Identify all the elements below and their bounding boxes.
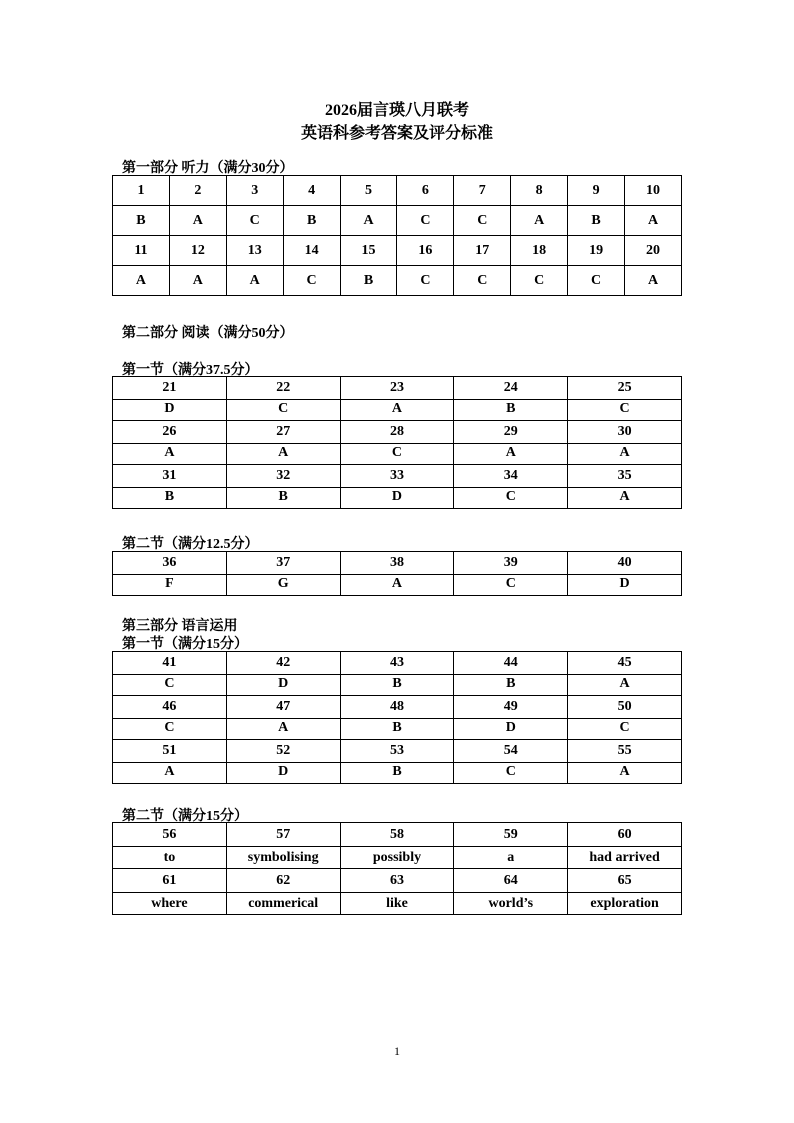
answer-cell: commerical — [226, 893, 340, 915]
answer-cell: A — [340, 400, 454, 421]
question-number-cell: 35 — [568, 465, 682, 488]
part3-section2-heading: 第二节（满分15分） — [122, 809, 248, 824]
answer-cell: exploration — [568, 893, 682, 915]
answer-cell: A — [226, 719, 340, 740]
answer-cell: A — [113, 266, 170, 296]
answer-cell: A — [568, 444, 682, 465]
answer-cell: C — [113, 719, 227, 740]
part3-heading: 第三部分 语言运用 — [122, 619, 238, 634]
question-number-cell: 8 — [511, 176, 568, 206]
answer-cell: A — [625, 266, 682, 296]
question-number-cell: 44 — [454, 652, 568, 675]
question-number-cell: 27 — [226, 421, 340, 444]
answer-cell: symbolising — [226, 847, 340, 869]
question-number-cell: 3 — [226, 176, 283, 206]
question-number-row — [113, 823, 682, 847]
answer-row — [113, 444, 682, 465]
answer-cell: possibly — [340, 847, 454, 869]
answer-cell: C — [568, 400, 682, 421]
question-number-cell: 48 — [340, 696, 454, 719]
answer-cell: A — [340, 206, 397, 236]
answer-cell: C — [454, 575, 568, 596]
answer-cell: D — [226, 675, 340, 696]
language-use-section2-answer-table — [112, 822, 682, 915]
answer-cell: B — [340, 675, 454, 696]
answer-cell: world’s — [454, 893, 568, 915]
question-number-cell: 62 — [226, 869, 340, 893]
answer-cell: A — [568, 675, 682, 696]
answer-row — [113, 675, 682, 696]
answer-cell: F — [113, 575, 227, 596]
answer-cell: a — [454, 847, 568, 869]
question-number-cell: 51 — [113, 740, 227, 763]
question-number-cell: 21 — [113, 377, 227, 400]
question-number-cell: 47 — [226, 696, 340, 719]
answer-row — [113, 400, 682, 421]
question-number-cell: 52 — [226, 740, 340, 763]
question-number-cell: 61 — [113, 869, 227, 893]
answer-cell: C — [568, 719, 682, 740]
answer-cell: C — [568, 266, 625, 296]
question-number-cell: 23 — [340, 377, 454, 400]
answer-cell: C — [454, 206, 511, 236]
answer-cell: had arrived — [568, 847, 682, 869]
answer-cell: A — [169, 206, 226, 236]
question-number-cell: 7 — [454, 176, 511, 206]
question-number-cell: 43 — [340, 652, 454, 675]
answer-cell: A — [454, 444, 568, 465]
question-number-row — [113, 176, 682, 206]
question-number-row — [113, 869, 682, 893]
question-number-row — [113, 377, 682, 400]
question-number-cell: 33 — [340, 465, 454, 488]
question-number-cell: 20 — [625, 236, 682, 266]
answer-cell: A — [568, 488, 682, 509]
question-number-cell: 34 — [454, 465, 568, 488]
question-number-cell: 10 — [625, 176, 682, 206]
answer-cell: C — [397, 266, 454, 296]
part2-section2-heading: 第二节（满分12.5分） — [122, 537, 259, 552]
question-number-cell: 26 — [113, 421, 227, 444]
answer-cell: B — [454, 400, 568, 421]
question-number-cell: 17 — [454, 236, 511, 266]
question-number-cell: 63 — [340, 869, 454, 893]
answer-row — [113, 488, 682, 509]
language-use-section1-answer-table — [112, 651, 682, 784]
answer-cell: D — [454, 719, 568, 740]
answer-cell: C — [397, 206, 454, 236]
answer-cell: B — [454, 675, 568, 696]
question-number-cell: 5 — [340, 176, 397, 206]
answer-cell: C — [226, 206, 283, 236]
answer-cell: A — [169, 266, 226, 296]
question-number-cell: 32 — [226, 465, 340, 488]
question-number-cell: 55 — [568, 740, 682, 763]
answer-cell: A — [625, 206, 682, 236]
question-number-cell: 19 — [568, 236, 625, 266]
question-number-cell: 6 — [397, 176, 454, 206]
answer-cell: where — [113, 893, 227, 915]
question-number-cell: 40 — [568, 552, 682, 575]
answer-cell: C — [454, 488, 568, 509]
document-title: 2026届言瑛八月联考 — [324, 102, 469, 119]
answer-row — [113, 266, 682, 296]
question-number-cell: 31 — [113, 465, 227, 488]
question-number-row — [113, 696, 682, 719]
page-number: 1 — [394, 1044, 400, 1058]
question-number-cell: 30 — [568, 421, 682, 444]
answer-cell: D — [226, 763, 340, 784]
answer-cell: D — [113, 400, 227, 421]
answer-row — [113, 893, 682, 915]
question-number-cell: 39 — [454, 552, 568, 575]
question-number-cell: 36 — [113, 552, 227, 575]
answer-cell: A — [113, 444, 227, 465]
question-number-row — [113, 465, 682, 488]
answer-row — [113, 847, 682, 869]
answer-cell: B — [113, 488, 227, 509]
answer-cell: A — [568, 763, 682, 784]
question-number-cell: 56 — [113, 823, 227, 847]
question-number-cell: 38 — [340, 552, 454, 575]
answer-cell: D — [340, 488, 454, 509]
question-number-cell: 60 — [568, 823, 682, 847]
question-number-cell: 25 — [568, 377, 682, 400]
answer-cell: B — [340, 763, 454, 784]
listening-answer-table — [112, 175, 682, 296]
question-number-cell: 57 — [226, 823, 340, 847]
answer-cell: B — [226, 488, 340, 509]
question-number-cell: 28 — [340, 421, 454, 444]
answer-cell: D — [568, 575, 682, 596]
answer-cell: C — [511, 266, 568, 296]
question-number-cell: 16 — [397, 236, 454, 266]
answer-cell: B — [340, 719, 454, 740]
answer-row — [113, 719, 682, 740]
part2-section1-heading: 第一节（满分37.5分） — [122, 363, 259, 378]
answer-cell: G — [226, 575, 340, 596]
part3-section1-heading: 第一节（满分15分） — [122, 637, 248, 652]
question-number-cell: 12 — [169, 236, 226, 266]
question-number-cell: 4 — [283, 176, 340, 206]
answer-cell: C — [340, 444, 454, 465]
question-number-cell: 42 — [226, 652, 340, 675]
document-subtitle: 英语科参考答案及评分标准 — [300, 125, 493, 142]
question-number-row — [113, 740, 682, 763]
answer-cell: A — [511, 206, 568, 236]
question-number-cell: 9 — [568, 176, 625, 206]
question-number-cell: 1 — [113, 176, 170, 206]
question-number-cell: 11 — [113, 236, 170, 266]
answer-cell: B — [283, 206, 340, 236]
question-number-row — [113, 652, 682, 675]
question-number-cell: 65 — [568, 869, 682, 893]
question-number-cell: 50 — [568, 696, 682, 719]
question-number-cell: 45 — [568, 652, 682, 675]
answer-cell: A — [226, 266, 283, 296]
question-number-cell: 22 — [226, 377, 340, 400]
answer-cell: C — [454, 763, 568, 784]
question-number-cell: 59 — [454, 823, 568, 847]
question-number-cell: 64 — [454, 869, 568, 893]
answer-cell: C — [113, 675, 227, 696]
question-number-cell: 13 — [226, 236, 283, 266]
question-number-cell: 41 — [113, 652, 227, 675]
part1-heading: 第一部分 听力（满分30分） — [122, 161, 294, 176]
answer-cell: C — [226, 400, 340, 421]
question-number-cell: 18 — [511, 236, 568, 266]
answer-cell: A — [226, 444, 340, 465]
question-number-cell: 58 — [340, 823, 454, 847]
question-number-row — [113, 552, 682, 575]
question-number-cell: 14 — [283, 236, 340, 266]
answer-row — [113, 575, 682, 596]
question-number-cell: 2 — [169, 176, 226, 206]
answer-cell: B — [340, 266, 397, 296]
part2-heading: 第二部分 阅读（满分50分） — [122, 326, 294, 341]
answer-cell: A — [113, 763, 227, 784]
answer-cell: to — [113, 847, 227, 869]
question-number-row — [113, 421, 682, 444]
answer-cell: like — [340, 893, 454, 915]
reading-section2-answer-table — [112, 551, 682, 596]
question-number-cell: 54 — [454, 740, 568, 763]
answer-row — [113, 206, 682, 236]
question-number-cell: 29 — [454, 421, 568, 444]
answer-cell: B — [568, 206, 625, 236]
answer-cell: C — [454, 266, 511, 296]
reading-section1-answer-table — [112, 376, 682, 509]
answer-row — [113, 763, 682, 784]
question-number-cell: 24 — [454, 377, 568, 400]
answer-cell: B — [113, 206, 170, 236]
question-number-cell: 46 — [113, 696, 227, 719]
answer-cell: A — [340, 575, 454, 596]
question-number-row — [113, 236, 682, 266]
answer-cell: C — [283, 266, 340, 296]
question-number-cell: 15 — [340, 236, 397, 266]
question-number-cell: 53 — [340, 740, 454, 763]
question-number-cell: 49 — [454, 696, 568, 719]
question-number-cell: 37 — [226, 552, 340, 575]
